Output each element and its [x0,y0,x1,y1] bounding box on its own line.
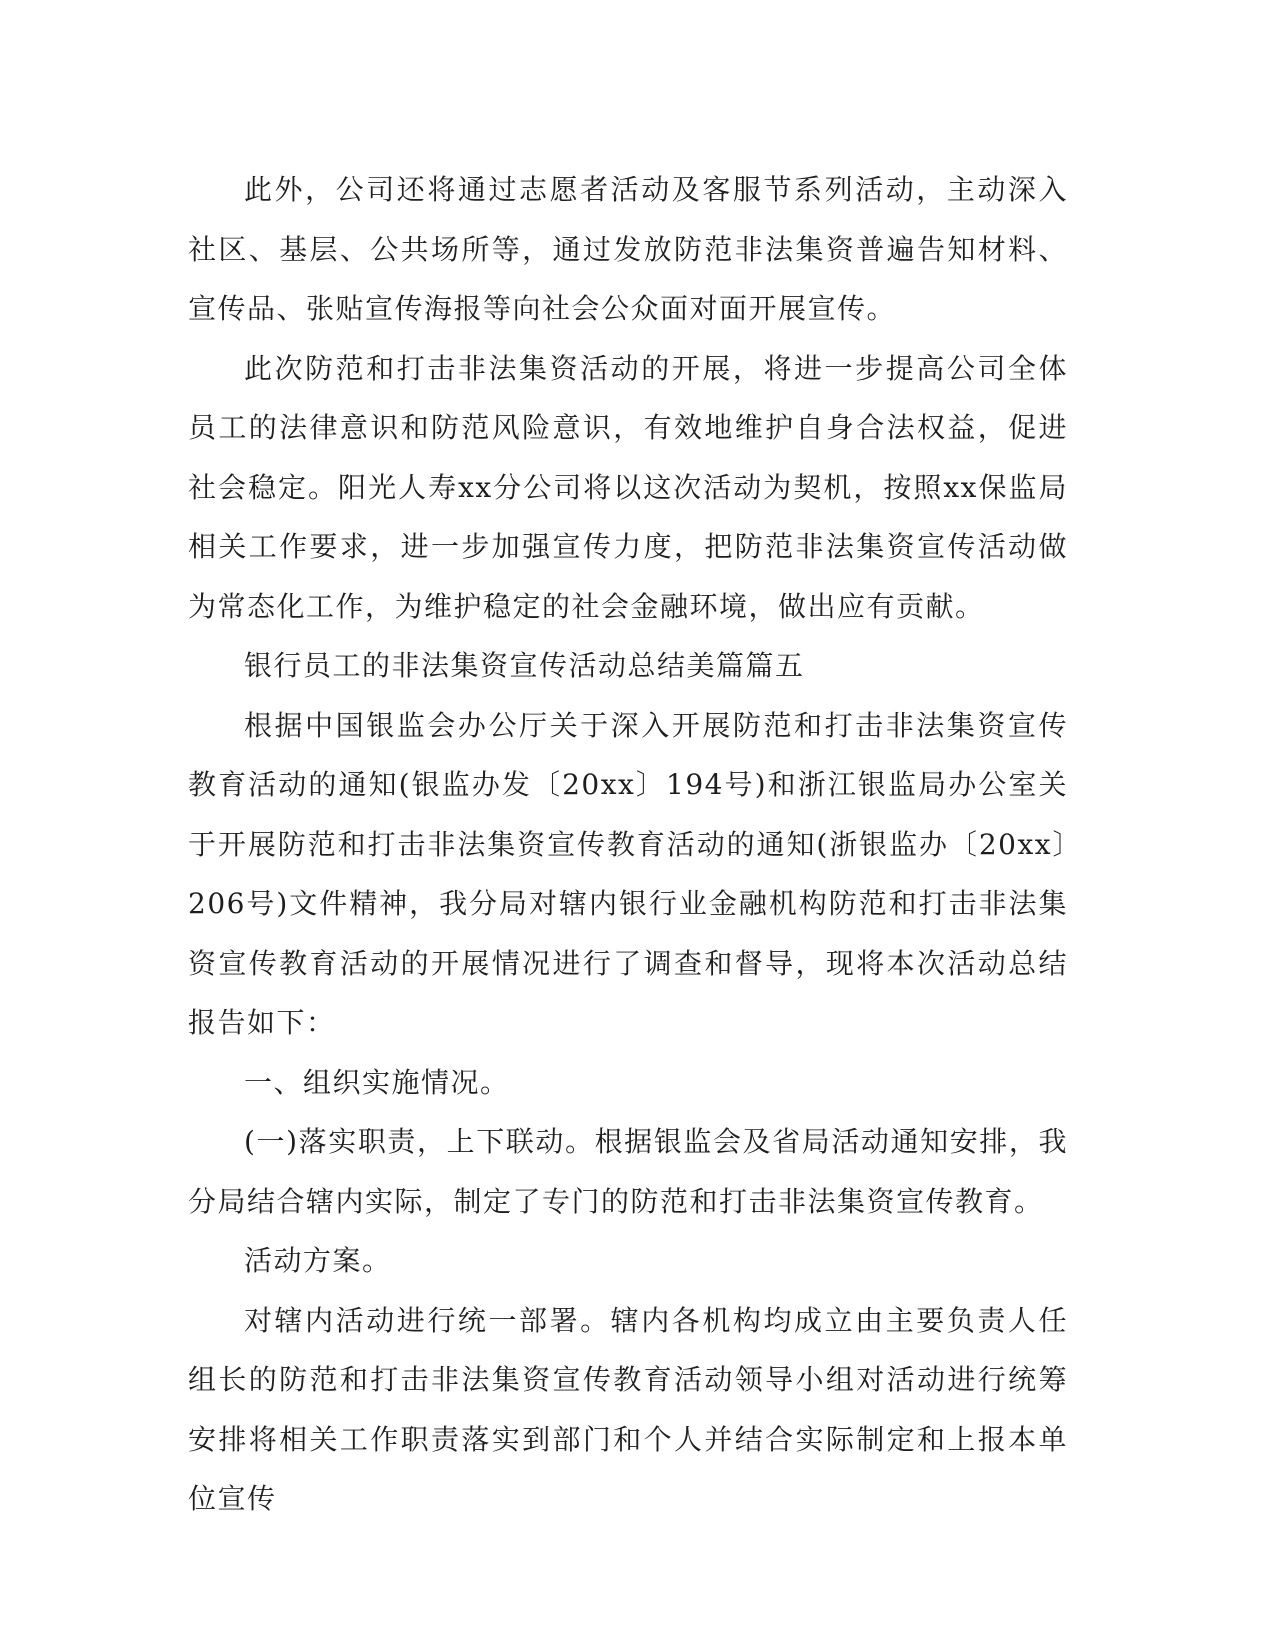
paragraph-responsibilities: (一)落实职责，上下联动。根据银监会及省局活动通知安排，我分局结合辖内实际，制定了专门的防范和打击非法集资宣传教育。 [188,1125,1068,1218]
paragraph-activity-significance: 此次防范和打击非法集资活动的开展，将进一步提高公司全体员工的法律意识和防范风险意识，有效地维护自身合法权益，促进社会稳定。阳光人寿xx分公司将以这次活动为契机，按照xx保监局相关工作要求，进一步加强宣传力度，把防范非法集资宣传活动做为常态化工作，为维护稳定的社会金融环境，做出应有贡献。 [188,351,1068,623]
paragraph-report-intro: 根据中国银监会办公厅关于深入开展防范和打击非法集资宣传教育活动的通知(银监办发〔20xx〕194号)和浙江银监局办公室关于开展防范和打击非法集资宣传教育活动的通知(浙银监办〔20xx〕206号)文件精神，我分局对辖内银行业金融机构防范和打击非法集资宣传教育活动的开展情况进行了调查和督导，现将本次活动总结报告如下： [188,708,1068,1039]
paragraph-activity-plan: 活动方案。 [244,1244,392,1277]
document-body [188,160,1068,1529]
paragraph-deployment: 对辖内活动进行统一部署。辖内各机构均成立由主要负责人任组长的防范和打击非法集资宣传教育活动领导小组对活动进行统筹安排将相关工作职责落实到部门和个人并结合实际制定和上报本单位宣传 [188,1303,1068,1515]
section-heading: 银行员工的非法集资宣传活动总结美篇篇五 [244,649,805,682]
section-subheading-organization: 一、组织实施情况。 [244,1065,510,1099]
paragraph-volunteer-activities: 此外，公司还将通过志愿者活动及客服节系列活动，主动深入社区、基层、公共场所等，通过发放防范非法集资普遍告知材料、宣传品、张贴宣传海报等向社会公众面对面开展宣传。 [188,173,1068,325]
